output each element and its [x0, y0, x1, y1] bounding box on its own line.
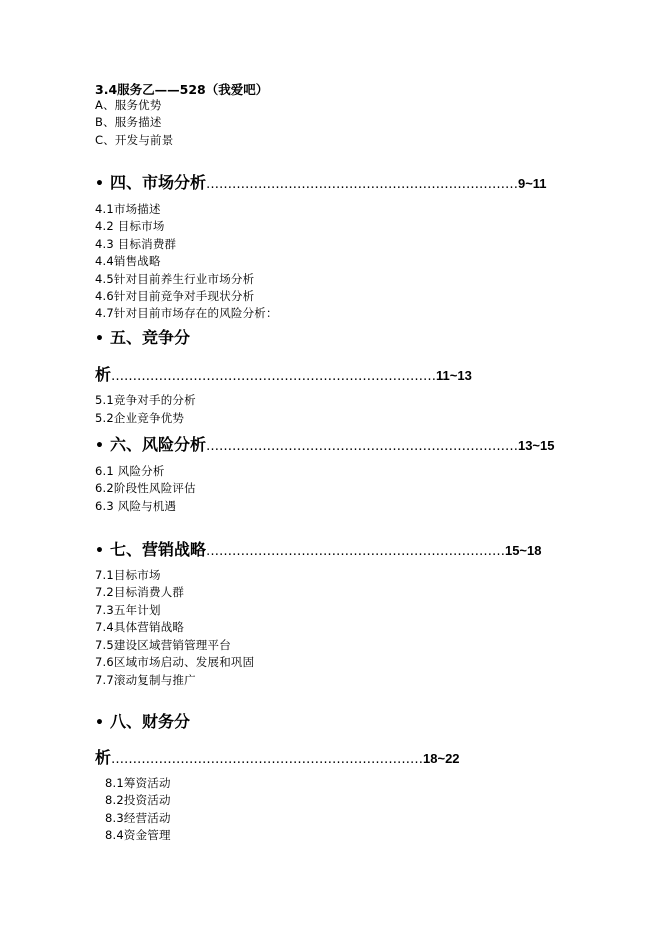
toc-subitem: 4.5针对目前养生行业市场分析: [95, 272, 255, 286]
toc-heading-competition-analysis: [95, 328, 190, 349]
page-range: 18~22: [423, 751, 460, 766]
leader-dots: ………………………………………………………………: [111, 752, 424, 767]
toc-subitem: 7.5建设区域营销管理平台: [95, 638, 231, 652]
toc-subitem: 4.7针对目前市场存在的风险分析：: [95, 306, 278, 320]
bullet-icon: •: [95, 176, 104, 192]
page-range: 13~15: [517, 438, 555, 453]
toc-subitem: 5.2企业竞争优势: [95, 411, 185, 425]
page-range: 15~18: [504, 543, 542, 558]
toc-subitem: 8.2投资活动: [105, 793, 171, 807]
bullet-icon: •: [95, 715, 104, 731]
heading-title: 八、财务分: [109, 712, 190, 731]
toc-heading-financial-analysis: [95, 712, 190, 733]
heading-title: 五、竞争分: [109, 328, 190, 347]
heading-title: 七、营销战略: [109, 540, 206, 559]
bullet-icon: •: [95, 543, 104, 559]
leader-dots: …………………………………………………………………: [111, 369, 437, 384]
toc-subitem: 7.7滚动复制与推广: [95, 673, 196, 687]
toc-subitem: 7.2目标消费人群: [95, 585, 185, 599]
toc-subitem: C、开发与前景: [95, 133, 174, 147]
toc-subitem: 4.4销售战略: [95, 254, 161, 268]
toc-subitem: 8.3经营活动: [105, 811, 171, 825]
toc-subitem: 8.1筹资活动: [105, 776, 171, 790]
heading-title-cont: 析: [95, 365, 112, 384]
page-range: 11~13: [436, 368, 472, 383]
toc-subitem: 7.1目标市场: [95, 568, 161, 582]
bullet-icon: •: [95, 331, 104, 347]
heading-title: 六、风险分析: [109, 435, 206, 454]
toc-subitem: 8.4资金管理: [105, 828, 171, 842]
toc-subitem: 6.2阶段性风险评估: [95, 481, 196, 495]
heading-title: 四、市场分析: [109, 173, 206, 192]
toc-subitem: 4.3 目标消费群: [95, 237, 177, 251]
toc-subitem: B、服务描述: [95, 115, 162, 129]
toc-heading-market-analysis: [95, 173, 547, 195]
toc-subitem: 7.4具体营销战略: [95, 620, 185, 634]
toc-subitem: A、服务优势: [95, 98, 162, 112]
heading-title-cont: 析: [95, 748, 112, 767]
toc-subitem: 4.2 目标市场: [95, 219, 165, 233]
section-3-4-title: 3.4服务乙——528（我爱吧）: [95, 82, 269, 97]
toc-heading-risk-analysis: [95, 435, 554, 457]
toc-subitem: 4.6针对目前竞争对手现状分析: [95, 289, 255, 303]
toc-subitem: 7.3五年计划: [95, 603, 161, 617]
page-range: 9~11: [517, 176, 547, 191]
toc-subitem: 7.6区域市场启动、发展和巩固: [95, 655, 255, 669]
bullet-icon: •: [95, 438, 104, 454]
leader-dots: ………………………………………………………………: [205, 177, 518, 192]
toc-heading-competition-analysis-cont: [95, 365, 472, 387]
toc-heading-marketing-strategy: [95, 540, 541, 562]
toc-subitem: 5.1竞争对手的分析: [95, 393, 196, 407]
toc-subitem: 6.1 风险分析: [95, 464, 165, 478]
leader-dots: ………………………………………………………………: [205, 439, 518, 454]
toc-subitem: 4.1市场描述: [95, 202, 161, 216]
toc-subitem: 6.3 风险与机遇: [95, 499, 177, 513]
toc-heading-financial-analysis-cont: [95, 748, 460, 770]
leader-dots: ……………………………………………………………: [205, 544, 505, 559]
